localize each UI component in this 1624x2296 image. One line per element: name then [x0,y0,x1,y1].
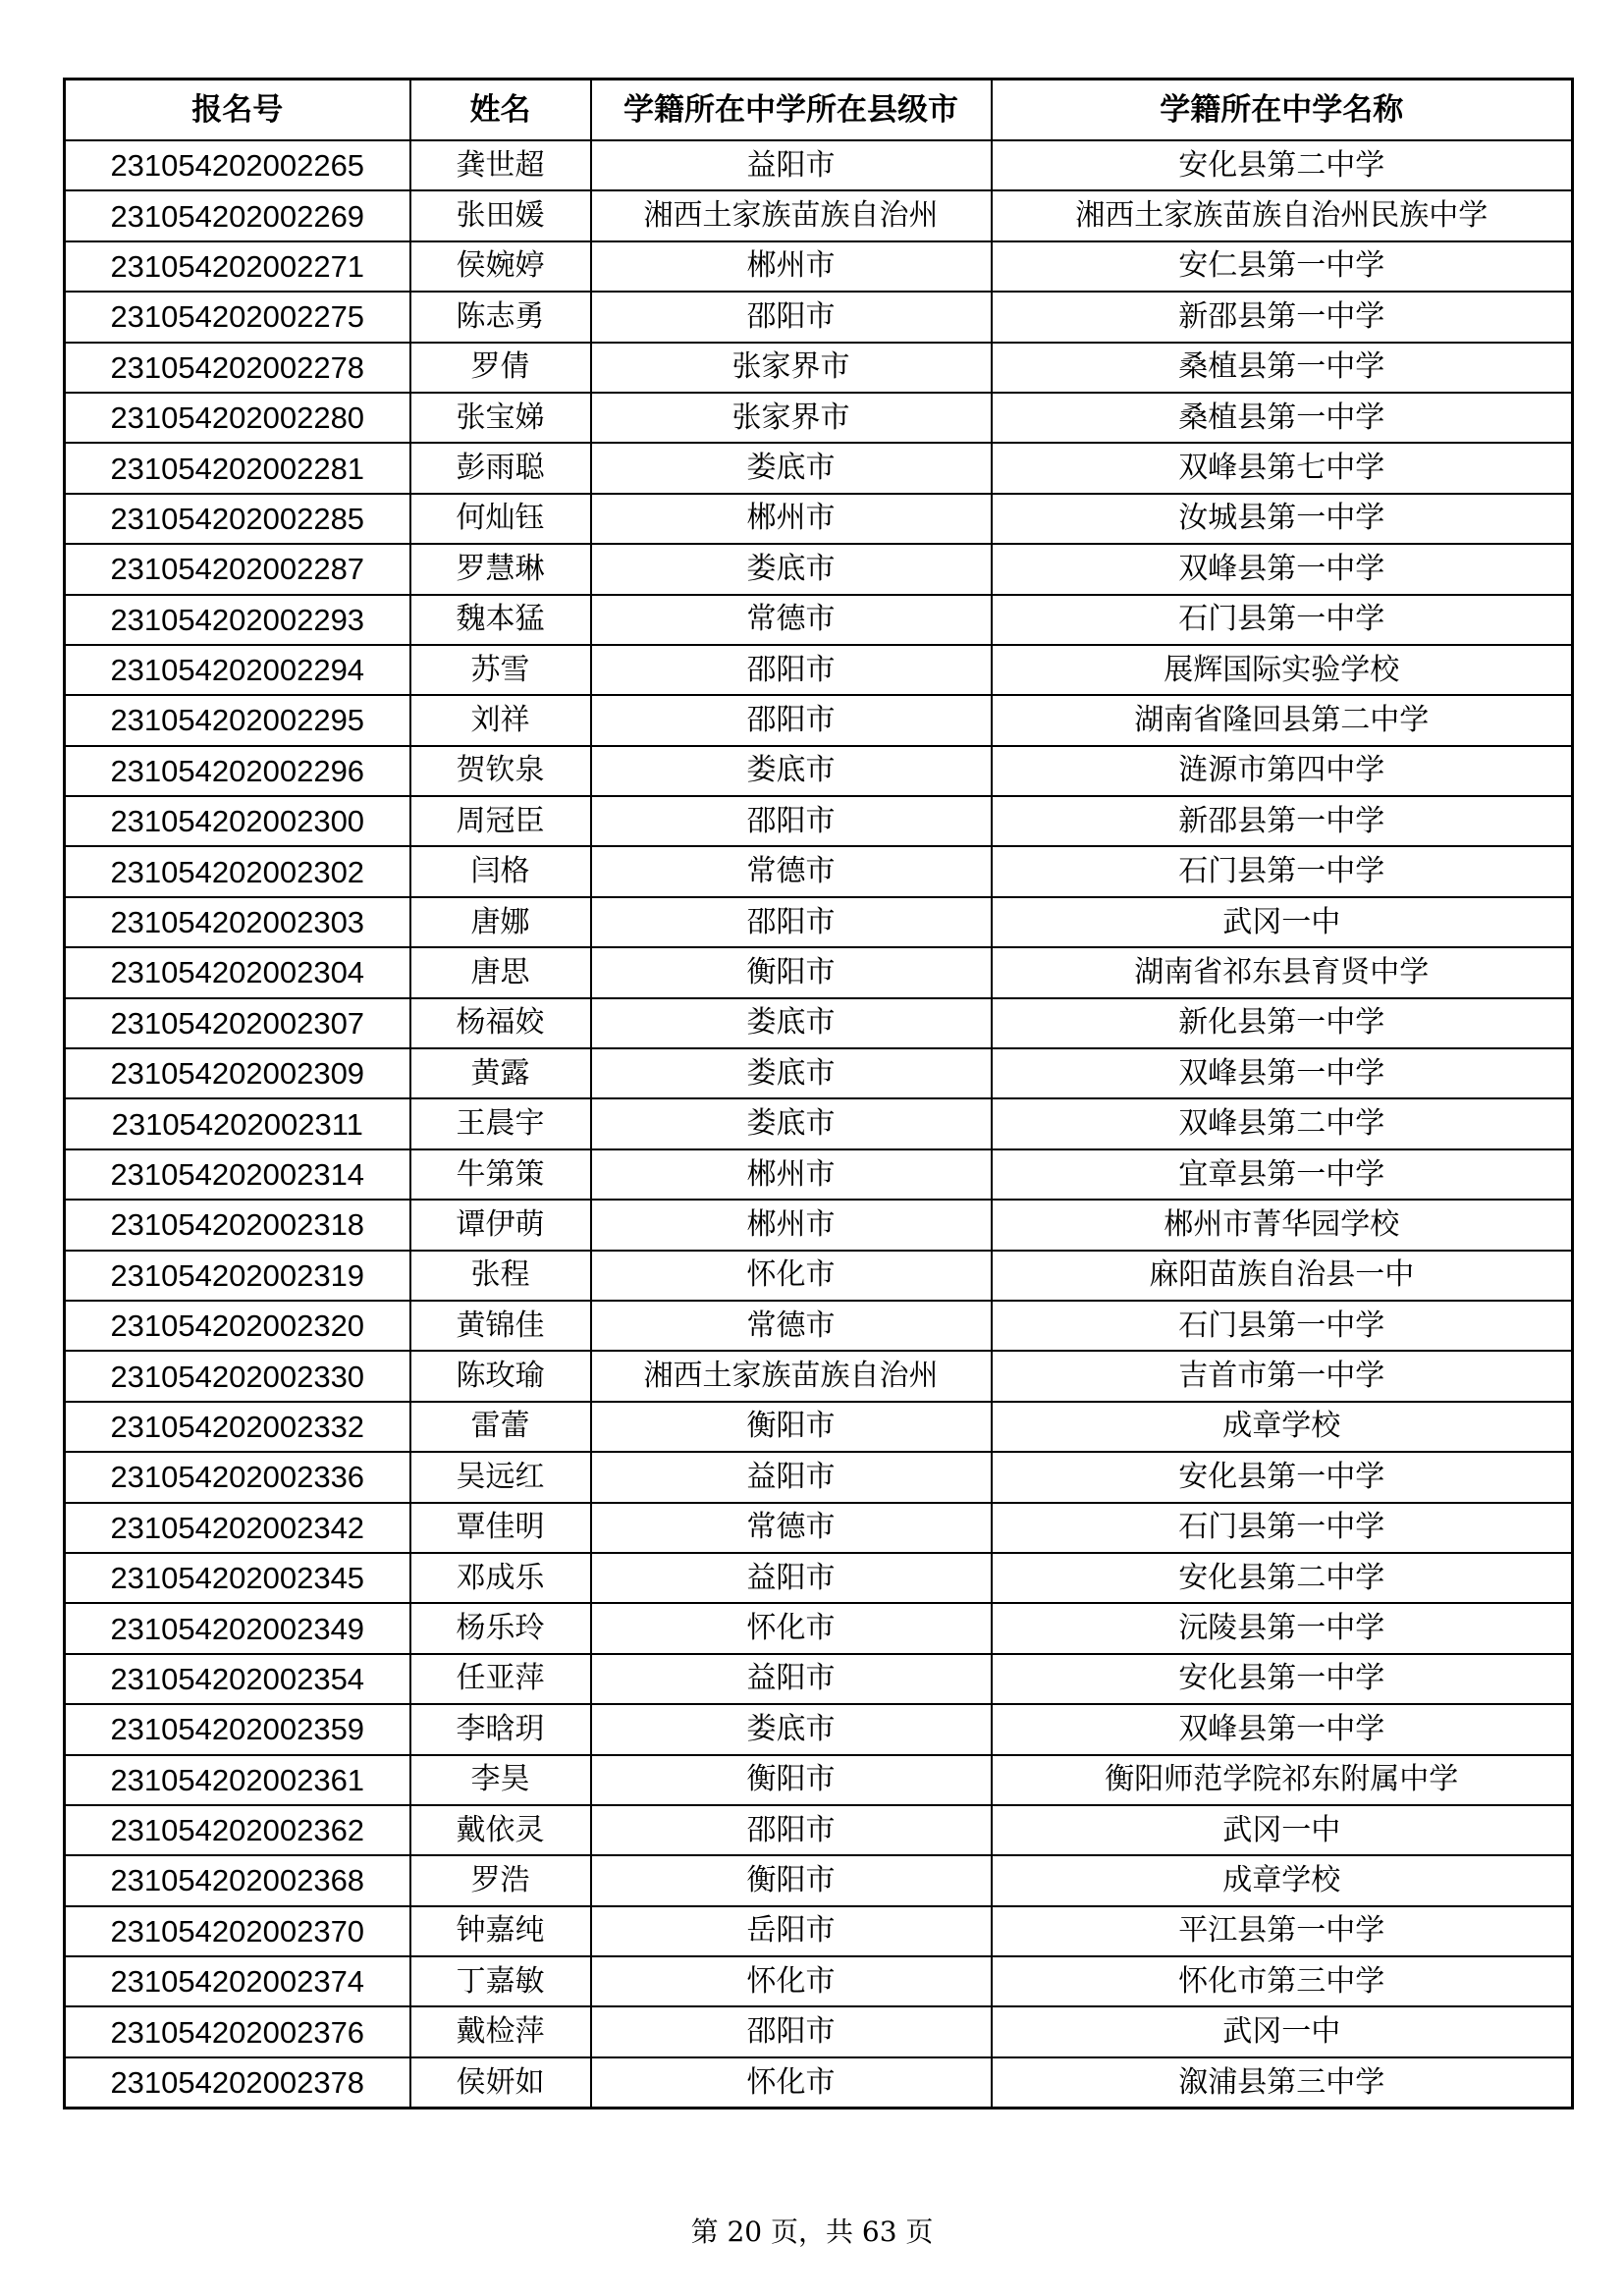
cell-registration-number: 231054202002349 [65,1603,410,1653]
cell-school-name: 双峰县第一中学 [992,1048,1573,1098]
table-row [65,1553,1573,1603]
cell-name: 杨福姣 [410,998,591,1048]
cell-name: 贺钦泉 [410,746,591,796]
cell-school-city: 邵阳市 [591,292,992,342]
cell-name: 陈玫瑜 [410,1351,591,1401]
cell-name: 闫格 [410,846,591,896]
cell-registration-number: 231054202002275 [65,292,410,342]
table-row [65,443,1573,493]
cell-name: 刘祥 [410,695,591,745]
cell-school-city: 邵阳市 [591,695,992,745]
table-row [65,947,1573,997]
table-row [65,1200,1573,1250]
cell-school-name: 成章学校 [992,1402,1573,1452]
table-row [65,897,1573,947]
cell-school-city: 娄底市 [591,544,992,594]
cell-school-city: 岳阳市 [591,1906,992,1956]
cell-name: 邓成乐 [410,1553,591,1603]
table-row [65,746,1573,796]
cell-school-city: 娄底市 [591,1098,992,1148]
table-row [65,1098,1573,1148]
cell-name: 陈志勇 [410,292,591,342]
cell-school-name: 武冈一中 [992,2006,1573,2056]
cell-name: 王晨宇 [410,1098,591,1148]
cell-school-city: 益阳市 [591,1654,992,1704]
cell-school-name: 桑植县第一中学 [992,393,1573,443]
cell-school-city: 怀化市 [591,1251,992,1301]
cell-school-name: 双峰县第七中学 [992,443,1573,493]
cell-registration-number: 231054202002304 [65,947,410,997]
cell-school-city: 衡阳市 [591,1855,992,1905]
cell-school-name: 郴州市菁华园学校 [992,1200,1573,1250]
cell-name: 谭伊萌 [410,1200,591,1250]
table-row [65,1503,1573,1553]
cell-registration-number: 231054202002280 [65,393,410,443]
cell-name: 杨乐玲 [410,1603,591,1653]
table-row [65,846,1573,896]
cell-name: 何灿钰 [410,494,591,544]
table-row [65,2006,1573,2056]
cell-school-name: 武冈一中 [992,897,1573,947]
cell-registration-number: 231054202002354 [65,1654,410,1704]
cell-registration-number: 231054202002294 [65,645,410,695]
cell-registration-number: 231054202002311 [65,1098,410,1148]
cell-school-name: 安化县第一中学 [992,1654,1573,1704]
table-row [65,645,1573,695]
header-school-name: 学籍所在中学名称 [992,80,1573,141]
cell-school-city: 益阳市 [591,1452,992,1502]
cell-school-name: 石门县第一中学 [992,595,1573,645]
cell-school-name: 汝城县第一中学 [992,494,1573,544]
cell-registration-number: 231054202002368 [65,1855,410,1905]
cell-name: 罗浩 [410,1855,591,1905]
cell-school-name: 安仁县第一中学 [992,241,1573,292]
cell-registration-number: 231054202002318 [65,1200,410,1250]
cell-name: 戴检萍 [410,2006,591,2056]
cell-name: 任亚萍 [410,1654,591,1704]
cell-name: 吴远红 [410,1452,591,1502]
cell-registration-number: 231054202002336 [65,1452,410,1502]
cell-registration-number: 231054202002359 [65,1704,410,1754]
cell-registration-number: 231054202002332 [65,1402,410,1452]
table-row [65,1755,1573,1805]
cell-school-name: 衡阳师范学院祁东附属中学 [992,1755,1573,1805]
table-row [65,140,1573,190]
cell-name: 雷蕾 [410,1402,591,1452]
cell-name: 侯婉婷 [410,241,591,292]
cell-registration-number: 231054202002307 [65,998,410,1048]
table-row [65,1906,1573,1956]
table-header-row [65,80,1573,141]
table-row [65,1048,1573,1098]
cell-registration-number: 231054202002269 [65,190,410,240]
cell-registration-number: 231054202002319 [65,1251,410,1301]
header-school-city: 学籍所在中学所在县级市 [591,80,992,141]
table-row [65,1251,1573,1301]
cell-school-city: 郴州市 [591,241,992,292]
table-row [65,796,1573,846]
cell-name: 苏雪 [410,645,591,695]
table-row [65,1149,1573,1200]
table-row [65,343,1573,393]
cell-school-name: 成章学校 [992,1855,1573,1905]
table-row [65,695,1573,745]
cell-name: 张宝娣 [410,393,591,443]
table-row [65,241,1573,292]
cell-name: 丁嘉敏 [410,1956,591,2006]
cell-school-city: 湘西土家族苗族自治州 [591,1351,992,1401]
cell-name: 魏本猛 [410,595,591,645]
cell-registration-number: 231054202002281 [65,443,410,493]
cell-school-city: 益阳市 [591,1553,992,1603]
cell-registration-number: 231054202002378 [65,2057,410,2109]
cell-school-city: 娄底市 [591,746,992,796]
table-body [65,140,1573,2109]
cell-name: 黄锦佳 [410,1301,591,1351]
cell-name: 张程 [410,1251,591,1301]
cell-school-name: 展辉国际实验学校 [992,645,1573,695]
cell-school-name: 湘西土家族苗族自治州民族中学 [992,190,1573,240]
cell-name: 周冠臣 [410,796,591,846]
cell-registration-number: 231054202002265 [65,140,410,190]
cell-school-city: 邵阳市 [591,2006,992,2056]
cell-school-name: 安化县第一中学 [992,1452,1573,1502]
cell-school-city: 常德市 [591,1301,992,1351]
table-row [65,1654,1573,1704]
cell-school-name: 双峰县第一中学 [992,544,1573,594]
cell-registration-number: 231054202002314 [65,1149,410,1200]
cell-registration-number: 231054202002285 [65,494,410,544]
cell-school-city: 张家界市 [591,393,992,443]
cell-registration-number: 231054202002361 [65,1755,410,1805]
table-row [65,1301,1573,1351]
cell-school-city: 郴州市 [591,494,992,544]
cell-registration-number: 231054202002320 [65,1301,410,1351]
cell-school-name: 安化县第二中学 [992,140,1573,190]
cell-registration-number: 231054202002362 [65,1805,410,1855]
cell-name: 戴依灵 [410,1805,591,1855]
cell-registration-number: 231054202002300 [65,796,410,846]
table-row [65,1704,1573,1754]
table-row [65,1452,1573,1502]
cell-name: 李昊 [410,1755,591,1805]
table-row [65,1603,1573,1653]
cell-school-city: 衡阳市 [591,1402,992,1452]
cell-name: 罗慧琳 [410,544,591,594]
table-row [65,494,1573,544]
header-name: 姓名 [410,80,591,141]
cell-registration-number: 231054202002296 [65,746,410,796]
cell-school-name: 石门县第一中学 [992,846,1573,896]
cell-name: 唐娜 [410,897,591,947]
cell-school-name: 宜章县第一中学 [992,1149,1573,1200]
table-row [65,1805,1573,1855]
cell-school-name: 怀化市第三中学 [992,1956,1573,2006]
table-row [65,595,1573,645]
cell-school-city: 郴州市 [591,1200,992,1250]
cell-school-name: 石门县第一中学 [992,1301,1573,1351]
cell-registration-number: 231054202002303 [65,897,410,947]
cell-name: 侯妍如 [410,2057,591,2109]
cell-school-city: 常德市 [591,1503,992,1553]
cell-registration-number: 231054202002302 [65,846,410,896]
cell-name: 钟嘉纯 [410,1906,591,1956]
cell-name: 张田媛 [410,190,591,240]
cell-school-city: 怀化市 [591,1603,992,1653]
cell-school-name: 新化县第一中学 [992,998,1573,1048]
cell-school-name: 桑植县第一中学 [992,343,1573,393]
cell-registration-number: 231054202002376 [65,2006,410,2056]
cell-school-name: 双峰县第二中学 [992,1098,1573,1148]
cell-school-city: 邵阳市 [591,645,992,695]
cell-name: 黄露 [410,1048,591,1098]
cell-school-name: 麻阳苗族自治县一中 [992,1251,1573,1301]
cell-name: 彭雨聪 [410,443,591,493]
cell-school-name: 湖南省祁东县育贤中学 [992,947,1573,997]
cell-registration-number: 231054202002271 [65,241,410,292]
cell-name: 李晗玥 [410,1704,591,1754]
table-row [65,1855,1573,1905]
page-footer: 第 20 页，共 63 页 [690,2216,934,2248]
registration-table-container [63,78,1571,2109]
header-registration-number: 报名号 [65,80,410,141]
cell-school-city: 湘西土家族苗族自治州 [591,190,992,240]
cell-school-city: 张家界市 [591,343,992,393]
cell-registration-number: 231054202002309 [65,1048,410,1098]
table-row [65,544,1573,594]
cell-school-city: 衡阳市 [591,1755,992,1805]
cell-name: 龚世超 [410,140,591,190]
cell-school-city: 娄底市 [591,443,992,493]
cell-registration-number: 231054202002295 [65,695,410,745]
cell-school-name: 涟源市第四中学 [992,746,1573,796]
cell-school-name: 新邵县第一中学 [992,292,1573,342]
cell-name: 唐思 [410,947,591,997]
cell-school-city: 娄底市 [591,1048,992,1098]
cell-name: 覃佳明 [410,1503,591,1553]
cell-school-name: 吉首市第一中学 [992,1351,1573,1401]
cell-school-city: 常德市 [591,846,992,896]
table-row [65,1956,1573,2006]
cell-registration-number: 231054202002370 [65,1906,410,1956]
cell-school-city: 衡阳市 [591,947,992,997]
cell-school-name: 平江县第一中学 [992,1906,1573,1956]
registration-table [63,78,1574,2109]
cell-school-city: 邵阳市 [591,796,992,846]
table-row [65,1351,1573,1401]
table-row [65,393,1573,443]
cell-school-city: 娄底市 [591,1704,992,1754]
cell-registration-number: 231054202002342 [65,1503,410,1553]
table-row [65,292,1573,342]
cell-school-city: 郴州市 [591,1149,992,1200]
cell-school-name: 石门县第一中学 [992,1503,1573,1553]
cell-school-city: 娄底市 [591,998,992,1048]
cell-registration-number: 231054202002345 [65,1553,410,1603]
table-row [65,1402,1573,1452]
cell-school-city: 益阳市 [591,140,992,190]
cell-registration-number: 231054202002374 [65,1956,410,2006]
cell-school-name: 新邵县第一中学 [992,796,1573,846]
cell-name: 罗倩 [410,343,591,393]
cell-school-city: 怀化市 [591,2057,992,2109]
cell-registration-number: 231054202002287 [65,544,410,594]
cell-school-city: 常德市 [591,595,992,645]
cell-registration-number: 231054202002278 [65,343,410,393]
table-row [65,190,1573,240]
table-row [65,998,1573,1048]
cell-school-name: 安化县第二中学 [992,1553,1573,1603]
cell-school-name: 沅陵县第一中学 [992,1603,1573,1653]
cell-name: 牛第策 [410,1149,591,1200]
cell-school-city: 邵阳市 [591,1805,992,1855]
cell-school-city: 邵阳市 [591,897,992,947]
cell-registration-number: 231054202002330 [65,1351,410,1401]
cell-school-name: 溆浦县第三中学 [992,2057,1573,2109]
cell-registration-number: 231054202002293 [65,595,410,645]
cell-school-city: 怀化市 [591,1956,992,2006]
cell-school-name: 武冈一中 [992,1805,1573,1855]
table-row [65,2057,1573,2109]
cell-school-name: 湖南省隆回县第二中学 [992,695,1573,745]
cell-school-name: 双峰县第一中学 [992,1704,1573,1754]
